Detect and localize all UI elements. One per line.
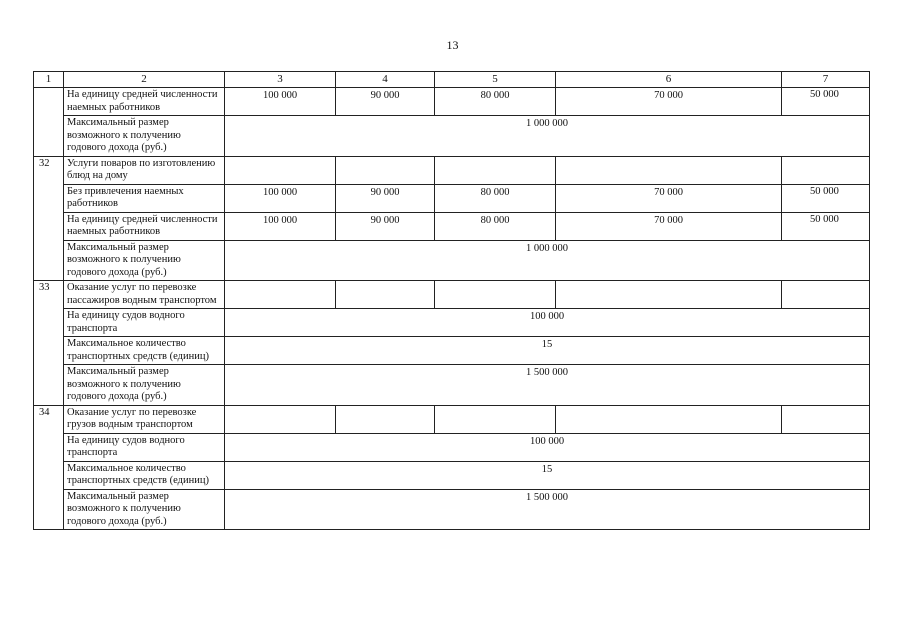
- value-cell: 50 000: [782, 88, 870, 116]
- row-label-cell: Максимальное количество транспортных средств (единиц): [64, 461, 225, 489]
- value-cell: 70 000: [556, 88, 782, 116]
- row-label-cell: Без привлечения наемных работников: [64, 184, 225, 212]
- value-cell: 50 000: [782, 184, 870, 212]
- row-label-cell: Оказание услуг по перевозке пассажиров водным транспортом: [64, 281, 225, 309]
- row-label-cell: Максимальный размер возможного к получению годового дохода (руб.): [64, 240, 225, 281]
- row-number-cell: 33: [34, 281, 64, 406]
- table-row: [34, 309, 870, 337]
- empty-cell: [782, 156, 870, 184]
- header-cell: 4: [336, 72, 435, 88]
- row-number-cell: [34, 88, 64, 157]
- merged-value-cell: 1 000 000: [225, 116, 870, 157]
- value-cell: 90 000: [336, 184, 435, 212]
- row-label-cell: На единицу судов водного транспорта: [64, 433, 225, 461]
- table-row: [34, 433, 870, 461]
- empty-cell: [336, 405, 435, 433]
- table-row: [34, 405, 870, 433]
- merged-value-cell: 100 000: [225, 309, 870, 337]
- row-label-cell: Оказание услуг по перевозке грузов водным транспортом: [64, 405, 225, 433]
- empty-cell: [782, 281, 870, 309]
- empty-cell: [225, 281, 336, 309]
- row-label-cell: На единицу судов водного транспорта: [64, 309, 225, 337]
- table-row: [34, 461, 870, 489]
- value-cell: 100 000: [225, 184, 336, 212]
- row-label-cell: Услуги поваров по изготовлению блюд на дому: [64, 156, 225, 184]
- empty-cell: [435, 281, 556, 309]
- table-body: [34, 72, 870, 530]
- empty-cell: [435, 405, 556, 433]
- value-cell: 70 000: [556, 212, 782, 240]
- value-cell: 100 000: [225, 88, 336, 116]
- empty-cell: [556, 405, 782, 433]
- row-label-cell: Максимальное количество транспортных средств (единиц): [64, 337, 225, 365]
- value-cell: 100 000: [225, 212, 336, 240]
- merged-value-cell: 15: [225, 461, 870, 489]
- row-number-cell: 34: [34, 405, 64, 530]
- empty-cell: [782, 405, 870, 433]
- value-cell: 80 000: [435, 88, 556, 116]
- income-table: [33, 71, 870, 530]
- table-row: [34, 281, 870, 309]
- row-label-cell: Максимальный размер возможного к получению годового дохода (руб.): [64, 116, 225, 157]
- table-row: [34, 156, 870, 184]
- header-cell: 3: [225, 72, 336, 88]
- empty-cell: [556, 281, 782, 309]
- value-cell: 80 000: [435, 212, 556, 240]
- merged-value-cell: 1 000 000: [225, 240, 870, 281]
- merged-value-cell: 1 500 000: [225, 489, 870, 530]
- merged-value-cell: 1 500 000: [225, 365, 870, 406]
- row-label-cell: На единицу средней численности наемных работников: [64, 212, 225, 240]
- table-row: [34, 212, 870, 240]
- empty-cell: [556, 156, 782, 184]
- table-row: [34, 116, 870, 157]
- table-row: [34, 489, 870, 530]
- header-cell: 1: [34, 72, 64, 88]
- empty-cell: [225, 405, 336, 433]
- empty-cell: [336, 156, 435, 184]
- value-cell: 90 000: [336, 212, 435, 240]
- value-cell: 70 000: [556, 184, 782, 212]
- empty-cell: [435, 156, 556, 184]
- table-row: [34, 240, 870, 281]
- empty-cell: [225, 156, 336, 184]
- table-row: [34, 365, 870, 406]
- merged-value-cell: 15: [225, 337, 870, 365]
- row-label-cell: Максимальный размер возможного к получению годового дохода (руб.): [64, 489, 225, 530]
- header-cell: 5: [435, 72, 556, 88]
- empty-cell: [336, 281, 435, 309]
- value-cell: 90 000: [336, 88, 435, 116]
- row-number-cell: 32: [34, 156, 64, 281]
- value-cell: 50 000: [782, 212, 870, 240]
- page-number: 13: [446, 38, 459, 52]
- row-label-cell: Максимальный размер возможного к получению годового дохода (руб.): [64, 365, 225, 406]
- header-cell: 2: [64, 72, 225, 88]
- value-cell: 80 000: [435, 184, 556, 212]
- table-row: [34, 184, 870, 212]
- row-label-cell: На единицу средней численности наемных работников: [64, 88, 225, 116]
- header-cell: 7: [782, 72, 870, 88]
- table-row: [34, 337, 870, 365]
- table-row: [34, 88, 870, 116]
- header-cell: 6: [556, 72, 782, 88]
- header-row: [34, 72, 870, 88]
- merged-value-cell: 100 000: [225, 433, 870, 461]
